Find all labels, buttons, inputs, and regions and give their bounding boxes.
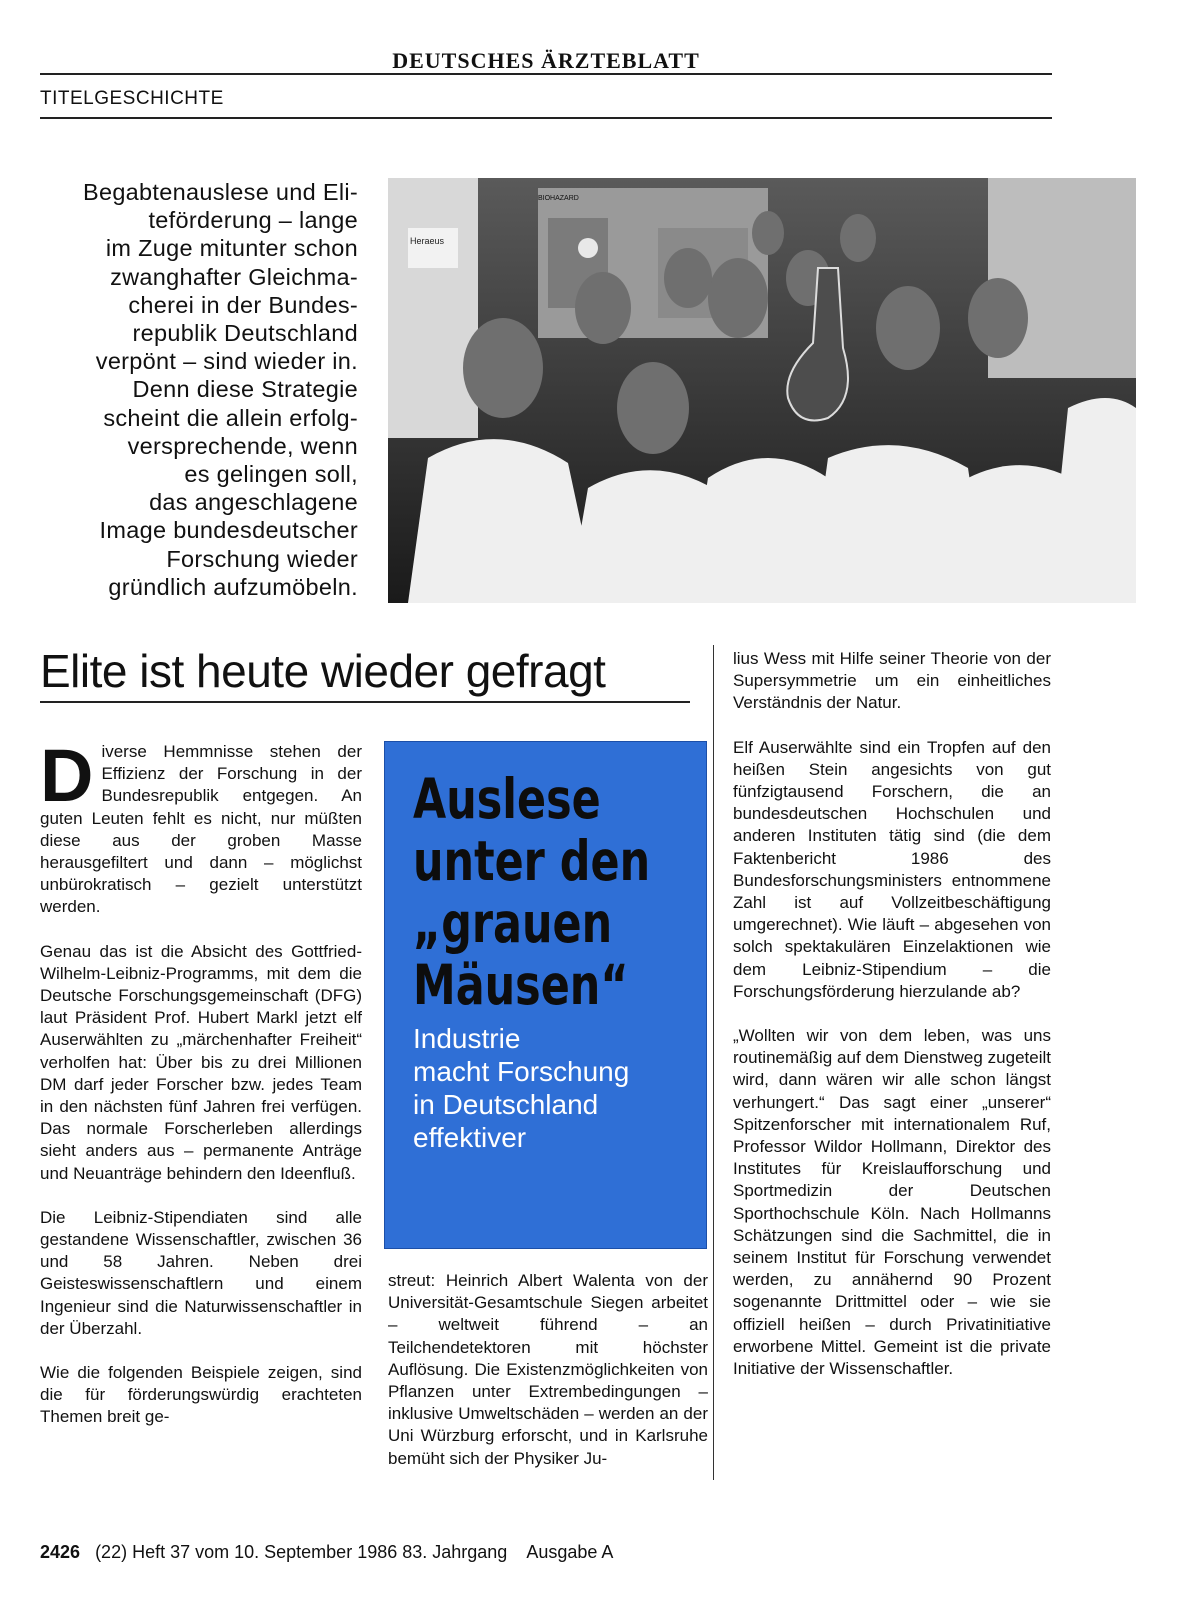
headline-rule xyxy=(40,701,690,703)
lab-photo-illustration xyxy=(388,178,1136,603)
infobox-title-line: Auslese xyxy=(413,767,601,831)
teaser-line: republik Deutschland xyxy=(132,320,358,347)
infobox-subtitle-line: macht Forschung xyxy=(413,1056,630,1087)
teaser-line: Image bundesdeutscher xyxy=(99,517,358,544)
infobox-subtitle-line: Industrie xyxy=(413,1023,521,1054)
article-column-2 xyxy=(388,1270,708,1492)
infobox-title xyxy=(413,767,651,1017)
masthead: DEUTSCHES ÄRZTEBLATT xyxy=(392,48,700,73)
paragraph: „Wollten wir von dem leben, was uns routinemäßig auf dem Dienstweg zugeteilt wird, dann wären wir alle schon längst verhungert.“ Das sagt einer „unserer“ Spitzenforscher mit internationalem Ruf, Professor Wildor Hollmann, Direktor des Institutes für Kreislaufforschung und Sportmedizin der Deutschen Sporthochschule Köln. Nach Hollmanns Schätzungen sind die Sachmittel, die in seinem Institut für Forschung verwendet werden, zu annähernd 90 Prozent sogenannte Drittmittel oder – wie sie offiziell heißen – durch Privatinitiative erworbene Mittel. Gemeint ist die private Initiative der Wissenschaftler. xyxy=(733,1026,1051,1379)
paragraph: lius Wess mit Hilfe seiner Theorie von der Supersymmetrie um ein einheitliches Verständnis der Natur. xyxy=(733,649,1051,713)
infobox-subtitle-line: effektiver xyxy=(413,1122,527,1153)
teaser-line: cherei in der Bundes- xyxy=(128,291,358,318)
dropcap: D xyxy=(40,734,94,817)
teaser-line: verpönt – sind wieder in. xyxy=(95,348,358,375)
teaser-line: zwanghafter Gleichma- xyxy=(110,263,358,290)
infobox xyxy=(384,741,707,1249)
teaser-line: das angeschlagene xyxy=(149,489,358,516)
section-rubric: TITELGESCHICHTE xyxy=(40,88,224,109)
issue-info: (22) Heft 37 vom 10. September 1986 83. Jahrgang xyxy=(95,1542,508,1562)
paragraph: Elf Auserwählte sind ein Tropfen auf den heißen Stein angesichts von gut fünfzigtausend Forschern, die an bundesdeutschen Hochschulen und anderen Instituten tätig sind (die dem Faktenbericht 1986 des Bundesforschungsministers entnommene Zahl ist auf Vollzeitbeschäftigung umgerechnet). Wie läuft – abgesehen von solch spektakulären Einzelaktionen wie dem Leibniz-Stipendium – die Forschungsförderung hierzulande ab? xyxy=(733,737,1051,1001)
heraeus-label: Heraeus xyxy=(410,236,445,246)
teaser-line: versprechende, wenn xyxy=(127,432,358,459)
page-footer xyxy=(40,1542,613,1563)
paragraph: Wie die folgenden Beispiele zeigen, sind die für förderungswürdig erachteten Themen breit ge- xyxy=(40,1363,362,1427)
infobox-title-line: „grauen xyxy=(413,891,613,955)
article-column-1 xyxy=(40,734,362,1451)
infobox-subtitle xyxy=(413,1022,684,1154)
rubric-rule xyxy=(40,117,1052,119)
paragraph: Genau das ist die Absicht des Gottfried-Wilhelm-Leibniz-Programms, mit dem die Deutsche Forschungsgemeinschaft (DFG) laut Präsident Prof. Hubert Markl jetzt elf Auserwählten zu „märchenhafter Freiheit“ verholfen hat: Über bis zu drei Millionen DM darf jeder Forscher bzw. jedes Team in den nächsten fünf Jahren frei verfügen. Das normale Forscherleben allerdings sieht anders aus – permanente Anträge und Neuanträge behindern den Ideenfluß. xyxy=(40,941,362,1183)
teaser-line: Forschung wieder xyxy=(166,545,358,572)
paragraph: streut: Heinrich Albert Walenta von der Universität-Gesamtschule Siegen arbeitet – weltweit führend – an Teilchendetektoren mit höchster Auflösung. Die Existenzmöglichkeiten von Pflanzen unter Extrembedingungen – inklusive Umweltschäden – werden an der Uni Würzburg erforscht, und in Karlsruhe bemüht sich der Physiker Ju- xyxy=(388,1271,708,1468)
teaser-line: gründlich aufzumöbeln. xyxy=(108,573,358,600)
paragraph xyxy=(40,734,362,919)
teaser-line: es gelingen soll, xyxy=(184,461,358,488)
page-number: 2426 xyxy=(40,1542,81,1562)
teaser-line: Denn diese Strategie xyxy=(132,376,358,403)
teaser-line: im Zuge mitunter schon xyxy=(105,235,358,262)
article-column-3 xyxy=(733,648,1051,1402)
paragraph: Die Leibniz-Stipendiaten sind alle gestandene Wissenschaftler, zwischen 36 und 58 Jahren. Neben drei Geisteswissenschaftlern und einem Ingenieur sind die Naturwissenschaftler in der Überzahl. xyxy=(40,1207,362,1338)
lab-photo xyxy=(388,178,1136,603)
edition-info: Ausgabe A xyxy=(526,1542,614,1562)
article-headline: Elite ist heute wieder gefragt xyxy=(40,645,606,697)
teaser-text xyxy=(40,178,358,601)
infobox-title-line: Mäusen“ xyxy=(413,953,629,1017)
infobox-subtitle-line: in Deutschland xyxy=(413,1089,599,1120)
biohazard-label: BIOHAZARD xyxy=(538,195,579,202)
infobox-title-line: unter den xyxy=(413,829,651,893)
paragraph-text: iverse Hemmnisse stehen der Effizienz der Forschung in der Bundesrepublik entgegen. An guten Leuten fehlt es nicht, nur müßten diese aus der groben Masse herausgefiltert und dann – möglichst unbürokratisch – gezielt unterstützt werden. xyxy=(40,742,362,917)
teaser-line: Begabtenauslese und Eli- xyxy=(82,179,358,205)
column-divider xyxy=(713,645,714,1480)
teaser-line: scheint die allein erfolg- xyxy=(103,404,358,431)
teaser-line: teförderung – lange xyxy=(148,207,358,234)
masthead-rule xyxy=(40,73,1052,75)
